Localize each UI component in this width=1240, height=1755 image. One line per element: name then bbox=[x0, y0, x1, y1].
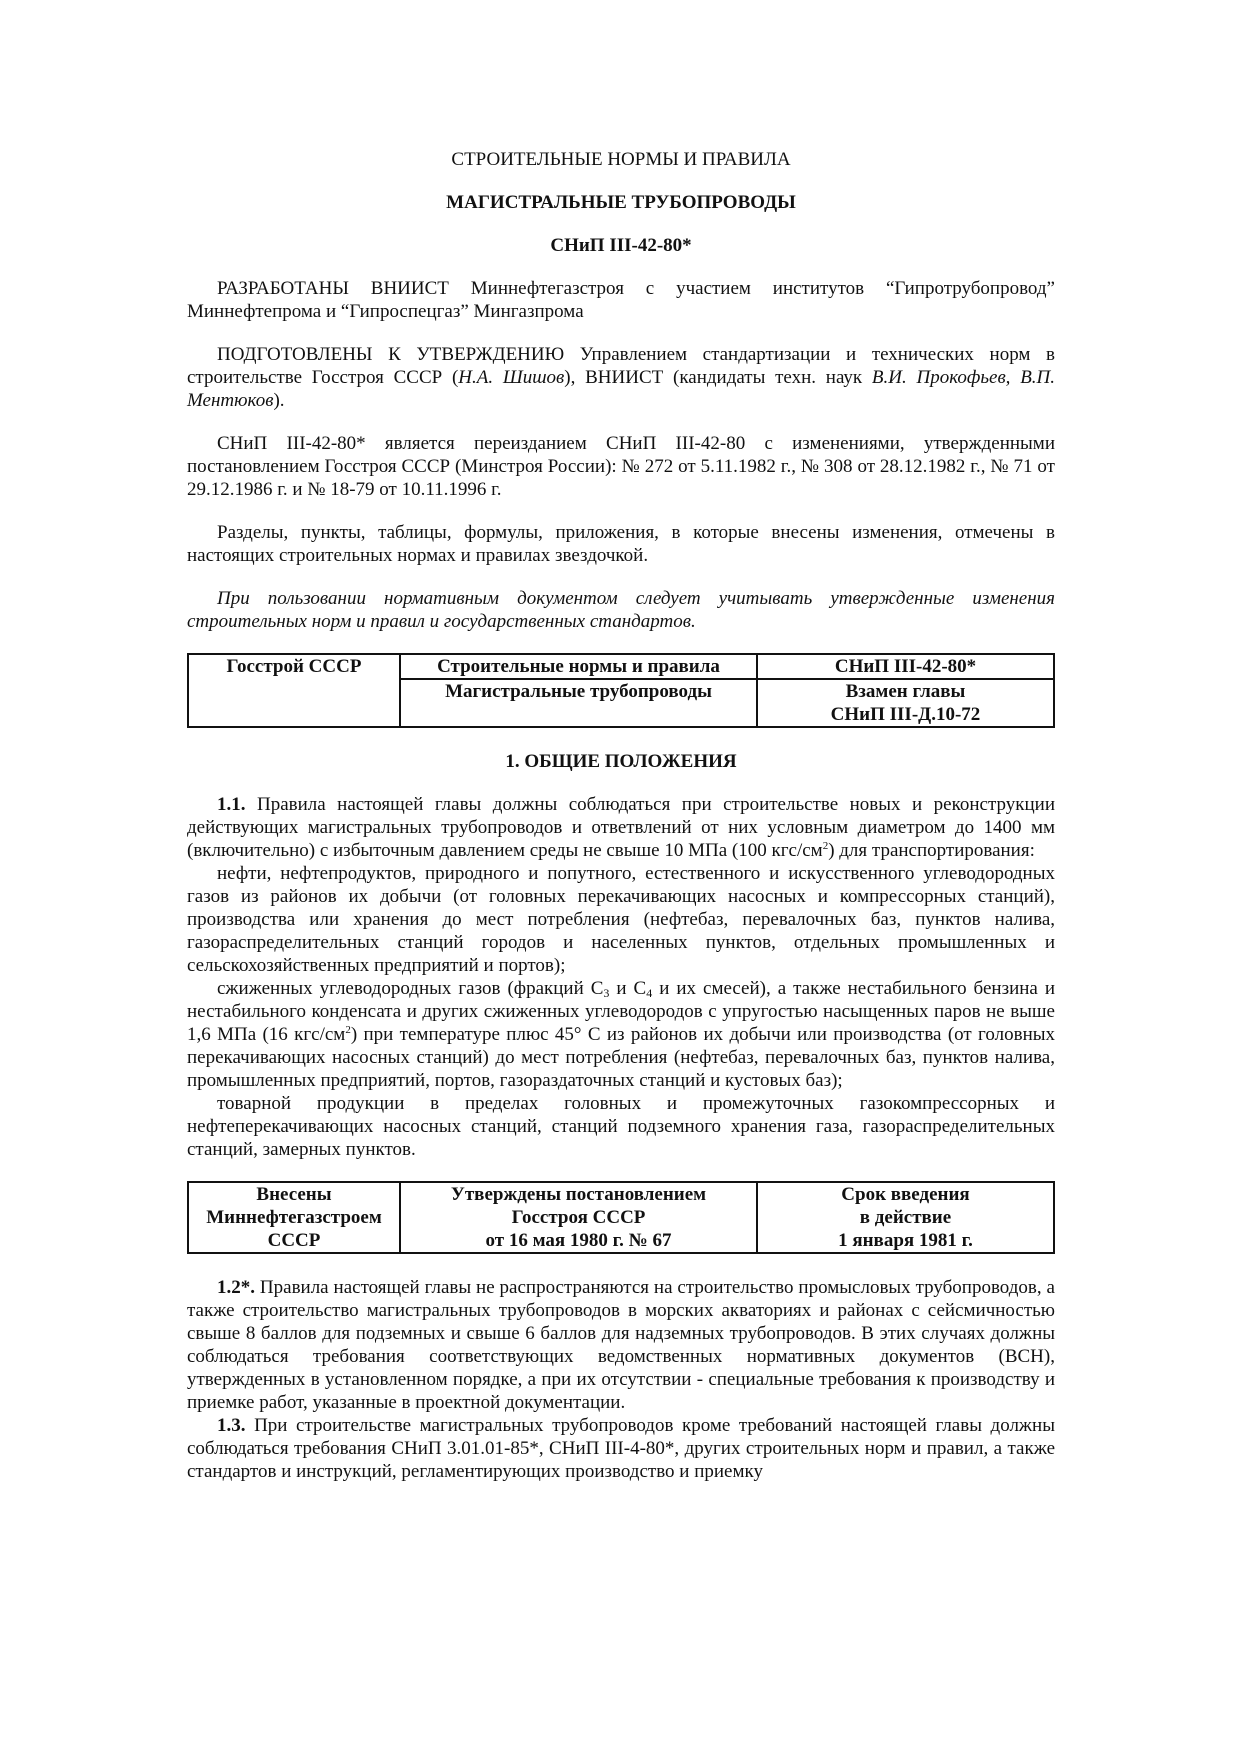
clause-number: 1.3. bbox=[217, 1415, 246, 1436]
cell-line: СССР bbox=[267, 1230, 321, 1251]
prepared-text-a: ПОДГОТОВЛЕНЫ К УТВЕРЖДЕНИЮ Управлением стандартизации и технических норм в строительстве Госстроя СССР ( bbox=[187, 344, 1055, 388]
cell-line: Внесены bbox=[256, 1184, 332, 1205]
clause-number: 1.2*. bbox=[217, 1277, 255, 1298]
clause-number: 1.1. bbox=[217, 794, 246, 815]
header-table bbox=[187, 653, 1055, 728]
subscript: 4 bbox=[646, 986, 653, 1000]
clause-1-3 bbox=[187, 1414, 1055, 1483]
changes-note-paragraph: Разделы, пункты, таблицы, формулы, приложения, в которые внесены изменения, отмечены в настоящих строительных нормах и правилах звездочкой. bbox=[187, 522, 1055, 566]
submitted-cell bbox=[188, 1182, 400, 1253]
doc-code: СНиП III-42-80* bbox=[550, 235, 692, 256]
cell-line: в действие bbox=[859, 1207, 952, 1228]
subject-cell: Магистральные трубопроводы bbox=[400, 679, 757, 727]
doc-category: СТРОИТЕЛЬНЫЕ НОРМЫ И ПРАВИЛА bbox=[451, 149, 791, 170]
list-item-liquefied-gas bbox=[187, 977, 1055, 1092]
effective-date-cell bbox=[757, 1182, 1054, 1253]
clause-text-b: ) для транспортирования: bbox=[828, 840, 1035, 861]
norms-cell: Строительные нормы и правила bbox=[400, 654, 757, 679]
item-text-d: ) при температуре плюс 45° С из районов их добычи или производства (от головных перекачивающих насосных станций) до мест потребления (нефтебаз, перевалочных баз, пунктов налива, промышленных предприятий, портов, газораздаточных станций и кустовых баз); bbox=[187, 1024, 1055, 1091]
document-page bbox=[187, 148, 1055, 1483]
cell-line: Утверждены постановлением bbox=[450, 1184, 707, 1205]
list-item-products: товарной продукции в пределах головных и промежуточных газокомпрессорных и нефтеперекачивающих насосных станций, станций подземного хранения газа, газораспределительных станций, замерных пунктов. bbox=[187, 1093, 1055, 1160]
clause-text-a: Правила настоящей главы должны соблюдаться при строительстве новых и реконструкции действующих магистральных трубопроводов и ответвлений от них условным диаметром до 1400 мм (включительно) с избыточным давлением среды не свыше 10 МПа (100 кгс/см bbox=[187, 794, 1055, 861]
issuer-cell: Госстрой СССР bbox=[188, 654, 400, 727]
clause-1-1 bbox=[187, 793, 1055, 862]
item-text-b: и С bbox=[609, 978, 647, 999]
superscript: 2 bbox=[822, 840, 829, 852]
cell-line: Срок введения bbox=[841, 1184, 970, 1205]
approval-table bbox=[187, 1181, 1055, 1254]
replaced-code: СНиП III-Д.10-72 bbox=[830, 704, 981, 725]
prepared-name-1: Н.А. Шишов bbox=[458, 367, 565, 388]
cell-line: от 16 мая 1980 г. № 67 bbox=[485, 1230, 672, 1251]
list-item-oil-gas: нефти, нефтепродуктов, природного и попутного, естественного и искусственного углеводородных газов из районов их добычи (от головных перекачивающих насосных и компрессорных станций), производства или хранения до мест потребления (нефтебаз, перевалочных баз, пунктов налива, газораспределительных станций городов и населенных пунктов, отдельных промышленных и сельскохозяйственных предприятий и портов); bbox=[187, 863, 1055, 976]
subscript: 3 bbox=[603, 986, 610, 1000]
prepared-name-2: В.И. Прокофьев, В.П. Ментюков bbox=[187, 367, 1056, 411]
replaces-label: Взамен главы bbox=[845, 681, 966, 702]
clause-text: Правила настоящей главы не распространяются на строительство промысловых трубопроводов, а также строительство магистральных трубопроводов в морских акваториях и районах с сейсмичностью свыше 8 баллов для подземных и свыше 6 баллов для надземных трубопроводов. В этих случаях должны соблюдаться требования соответствующих ведомственных нормативных документов (ВСН), утвержденных в установленном порядке, а при их отсутствии - специальные требования к производству и приемке работ, указанные в проектной документации. bbox=[187, 1277, 1055, 1413]
developers-paragraph: РАЗРАБОТАНЫ ВНИИСТ Миннефтегазстроя с участием институтов “Гипротрубопровод” Миннефтепрома и “Гипроспецгаз” Мингазпрома bbox=[187, 278, 1055, 322]
approved-cell bbox=[400, 1182, 757, 1253]
clause-text: При строительстве магистральных трубопроводов кроме требований настоящей главы должны соблюдаться требования СНиП 3.01.01-85*, СНиП III-4-80*, других строительных норм и правил, а также стандартов и инструкций, регламентирующих производство и приемку bbox=[187, 1415, 1055, 1482]
cell-line: 1 января 1981 г. bbox=[838, 1230, 973, 1251]
cell-line: Миннефтегазстроем bbox=[206, 1207, 382, 1228]
code-cell: СНиП III-42-80* bbox=[757, 654, 1054, 679]
clause-1-2 bbox=[187, 1276, 1055, 1414]
cell-line: Госстроя СССР bbox=[511, 1207, 646, 1228]
usage-note-paragraph: При пользовании нормативным документом следует учитывать утвержденные изменения строительных норм и правил и государственных стандартов. bbox=[187, 588, 1055, 632]
replaces-cell bbox=[757, 679, 1054, 727]
item-text-c: и их смесей), а также нестабильного бензина и нестабильного конденсата и других сжиженных углеводородов с упругостью насыщенных паров не выше 1,6 МПа (16 кгс/см bbox=[187, 978, 1056, 1045]
superscript: 2 bbox=[345, 1024, 351, 1036]
item-text-a: сжиженных углеводородных газов (фракций С bbox=[217, 978, 604, 999]
doc-title: МАГИСТРАЛЬНЫЕ ТРУБОПРОВОДЫ bbox=[446, 192, 796, 213]
prepared-text-e: ). bbox=[273, 390, 285, 411]
prepared-paragraph bbox=[187, 343, 1055, 412]
prepared-text-c: ), ВНИИСТ (кандидаты техн. наук bbox=[564, 367, 872, 388]
reissue-paragraph: СНиП III-42-80* является переизданием СНиП III-42-80 с изменениями, утвержденными постановлением Госстроя СССР (Минстроя России): № 272 от 5.11.1982 г., № 308 от 28.12.1982 г., № 71 от 29.12.1986 г. и № 18-79 от 10.11.1996 г. bbox=[187, 433, 1055, 500]
section-title: 1. ОБЩИЕ ПОЛОЖЕНИЯ bbox=[505, 751, 737, 772]
